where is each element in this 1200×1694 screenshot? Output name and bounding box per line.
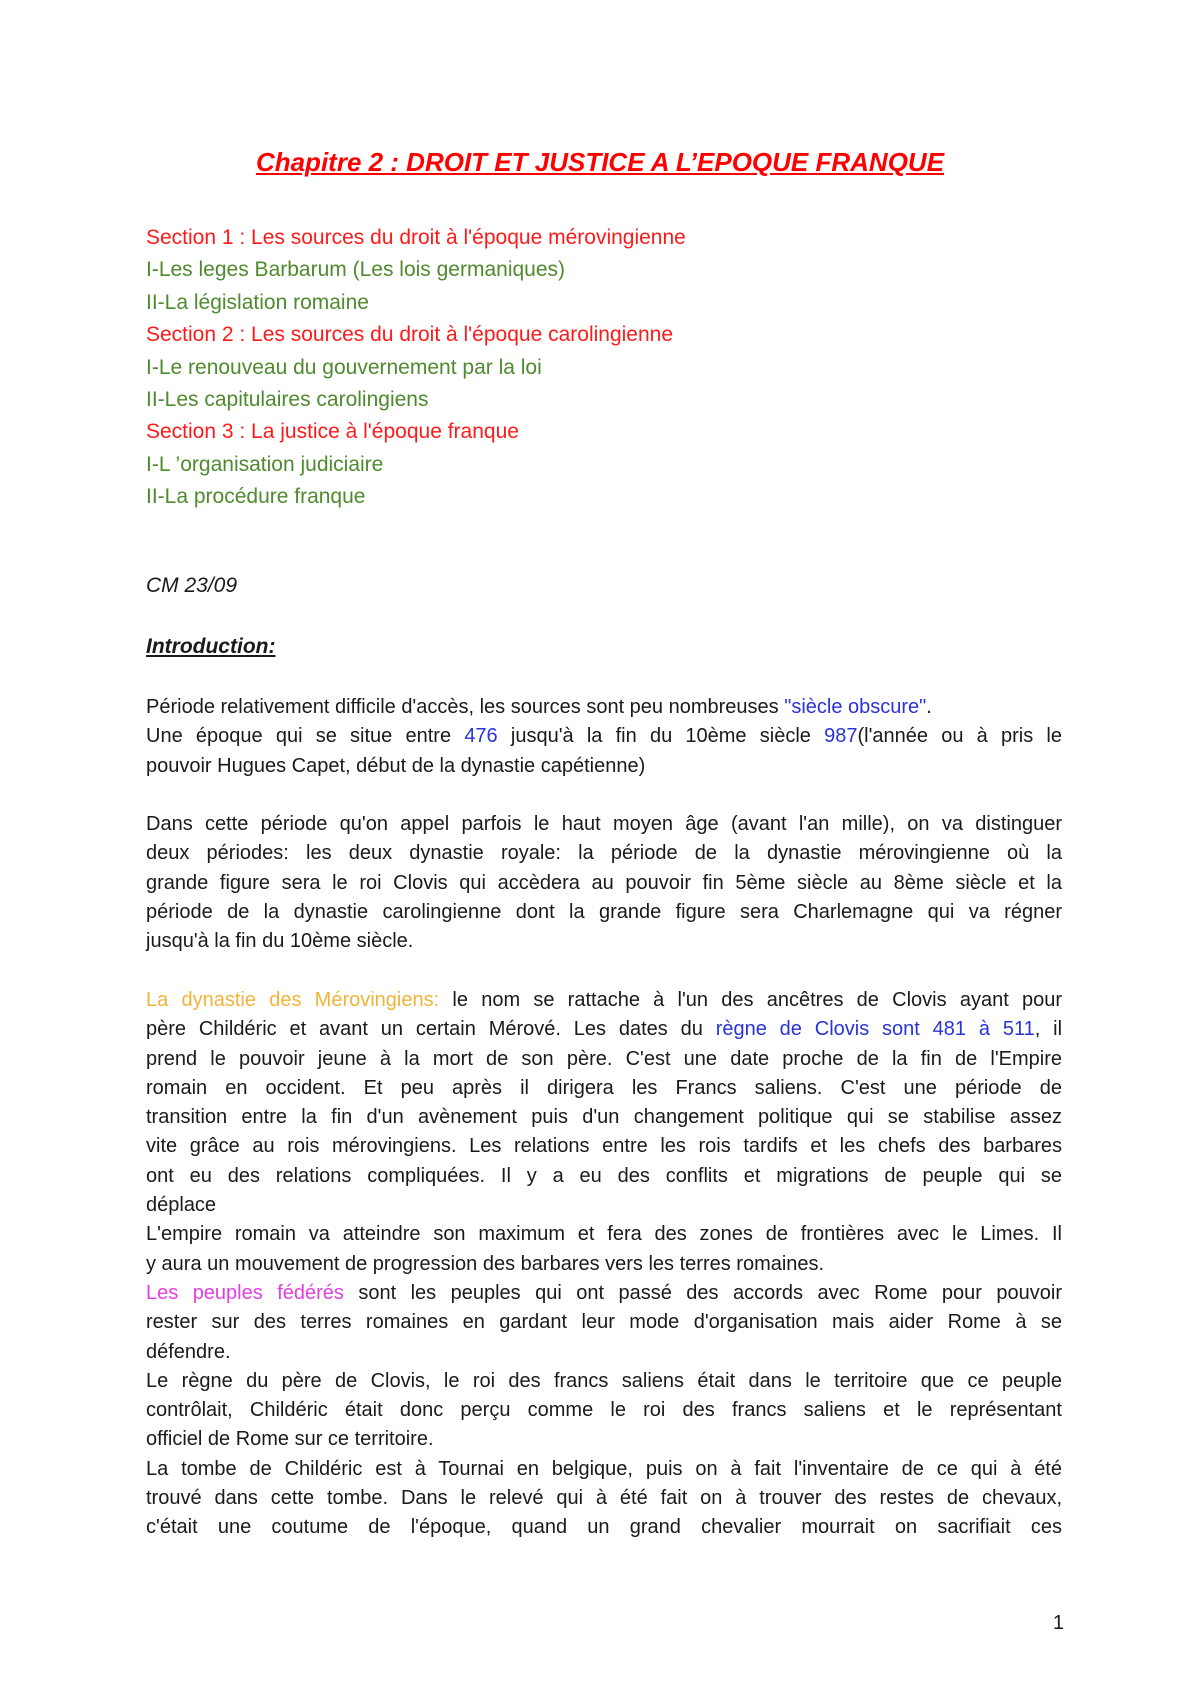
toc-section-1: Section 1 : Les sources du droit à l'époque mérovingienne: [146, 226, 686, 249]
toc-subsection: II-Les capitulaires carolingiens: [146, 388, 429, 412]
paragraph-line: [146, 722, 1062, 751]
toc-subsection: II-La procédure franque: [146, 485, 366, 509]
text-span: le nom se rattache à l'un des ancêtres de Clovis ayant pour: [439, 989, 1063, 1011]
toc-section-3: Section 3 : La justice à l'époque franque: [146, 420, 519, 444]
paragraph-line: vite grâce au rois mérovingiens. Les relations entre les rois tardifs et les chefs des barbares: [146, 1135, 1062, 1158]
paragraph-line: transition entre la fin d'un avènement puis d'un changement politique qui se stabilise assez: [146, 1106, 1062, 1129]
paragraph-line: officiel de Rome sur ce territoire.: [146, 1428, 434, 1451]
paragraph-line: [146, 693, 1062, 722]
text-span: Une époque qui se situe entre: [146, 725, 465, 748]
paragraph-line: rester sur des terres romaines en gardant leur mode d'organisation mais aider Rome à se: [146, 1311, 1062, 1334]
paragraph-line: prend le pouvoir jeune à la mort de son père. C'est une date proche de la fin de l'Empire: [146, 1047, 1062, 1070]
text-span: Période relativement difficile d'accès, les sources sont peu nombreuses: [146, 696, 785, 718]
highlight-year-476: 476: [464, 725, 498, 748]
paragraph-line: deux périodes: les deux dynastie royale: la période de la dynastie mérovingienne où la: [146, 842, 1062, 865]
highlight-siecle-obscure: "siècle obscure": [784, 696, 927, 718]
paragraph-line: ont eu des relations compliquées. Il y a eu des conflits et migrations de peuple qui se: [146, 1164, 1062, 1187]
text-span: jusqu'à la fin du 10ème siècle: [497, 725, 825, 748]
text-span: , il: [1034, 1018, 1063, 1041]
text-span: père Childéric et avant un certain Mérové. Les dates du: [146, 1018, 716, 1041]
paragraph-periods: [146, 810, 1062, 956]
toc-subsection: II-La législation romaine: [146, 290, 369, 314]
highlight-dynastie-merovingiens: La dynastie des Mérovingiens:: [146, 989, 440, 1011]
introduction-heading: Introduction:: [146, 635, 276, 658]
highlight-peuples-federes: Les peuples fédérés: [146, 1281, 344, 1304]
toc-subsection: I-Les leges Barbarum (Les lois germaniques): [146, 258, 566, 282]
paragraph-line: trouvé dans cette tombe. Dans le relevé qui à été fait on à trouver des restes de chevaux,: [146, 1487, 1062, 1510]
paragraph-line: L'empire romain va atteindre son maximum et fera des zones de frontières avec le Limes. Il: [146, 1223, 1062, 1246]
paragraph-line: [146, 986, 1062, 1015]
paragraph-line: Dans cette période qu'on appel parfois le haut moyen âge (avant l'an mille), on va distinguer: [146, 813, 1062, 835]
toc-subsection: I-Le renouveau du gouvernement par la loi: [146, 355, 542, 379]
toc-subsection: I-L ’organisation judiciaire: [146, 452, 384, 476]
text-span: .: [926, 696, 932, 718]
paragraph-line: La tombe de Childéric est à Tournai en belgique, puis on à fait l'inventaire de ce qui à été: [146, 1457, 1062, 1480]
paragraph-line: période de la dynastie carolingienne dont la grande figure sera Charlemagne qui va régner: [146, 900, 1062, 923]
chapter-title: Chapitre 2 : DROIT ET JUSTICE A L’EPOQUE FRANQUE: [255, 147, 945, 177]
paragraph-line: y aura un mouvement de progression des barbares vers les terres romaines.: [146, 1252, 825, 1275]
paragraph-line: défendre.: [146, 1340, 231, 1363]
course-date-label: CM 23/09: [146, 574, 238, 597]
paragraph-line: Le règne du père de Clovis, le roi des francs saliens était dans le territoire que ce peuple: [146, 1369, 1062, 1392]
toc-section-2: Section 2 : Les sources du droit à l'époque carolingienne: [146, 323, 674, 347]
highlight-year-987: 987: [824, 725, 858, 748]
paragraph-merovingians: [146, 986, 1062, 1543]
paragraph-line: grande figure sera le roi Clovis qui accèdera au pouvoir fin 5ème siècle au 8ème siècle et la: [146, 871, 1062, 894]
paragraph-line: c'était une coutume de l'époque, quand un grand chevalier mourrait on sacrifiait ces: [146, 1516, 1062, 1539]
paragraph-line: déplace: [146, 1194, 217, 1217]
paragraph-line: [146, 1279, 1062, 1308]
paragraph-line: pouvoir Hugues Capet, début de la dynastie capétienne): [146, 754, 646, 777]
paragraph-line: contrôlait, Childéric était donc perçu comme le roi des francs saliens et le représentant: [146, 1399, 1062, 1422]
highlight-regne-clovis: règne de Clovis sont 481 à 511: [715, 1018, 1035, 1041]
table-of-contents: [146, 222, 1046, 514]
page-number: 1: [1052, 1612, 1064, 1634]
paragraph-sources: [146, 693, 1062, 781]
paragraph-line: jusqu'à la fin du 10ème siècle.: [146, 930, 414, 953]
paragraph-line: [146, 1015, 1062, 1044]
text-span: (l'année ou à pris le: [857, 725, 1063, 748]
text-span: sont les peuples qui ont passé des accords avec Rome pour pouvoir: [343, 1281, 1062, 1304]
paragraph-line: romain en occident. Et peu après il dirigera les Francs saliens. C'est une période de: [146, 1076, 1062, 1099]
